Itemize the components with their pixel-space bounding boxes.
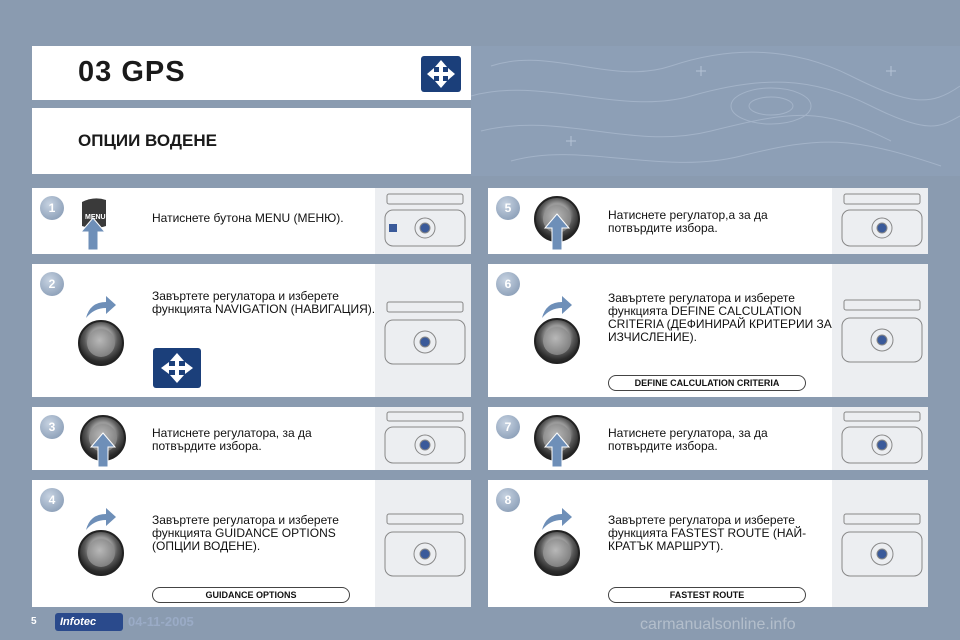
step-card-3 (32, 407, 471, 470)
step-number: 7 (496, 415, 520, 439)
rotary-knob (534, 318, 580, 364)
radio-panel-icon (375, 264, 471, 397)
step-text: Натиснете регулатора, за да потвърдите избора. (608, 426, 768, 453)
step-card-6 (488, 264, 928, 397)
step-number: 8 (496, 488, 520, 512)
menu-button-label: MENU (85, 214, 106, 221)
radio-panel-icon (375, 407, 471, 470)
step-number: 3 (40, 415, 64, 439)
press-arrow-icon (88, 431, 118, 474)
step-number: 6 (496, 272, 520, 296)
step-card-7 (488, 407, 928, 470)
infotec-logo: Infotec (55, 613, 123, 631)
step-number: 5 (496, 196, 520, 220)
radio-panel-icon (832, 264, 928, 397)
page-number: 5 (31, 616, 37, 627)
step-number: 2 (40, 272, 64, 296)
menu-option-pill: FASTEST ROUTE (608, 587, 806, 603)
rotary-knob (78, 530, 124, 576)
step-card-4 (32, 480, 471, 607)
menu-option-pill: GUIDANCE OPTIONS (152, 587, 350, 603)
step-text: Завъртете регулатора и изберете функцията GUIDANCE OPTIONS (ОПЦИИ ВОДЕНЕ). (152, 513, 339, 553)
navigation-arrows-icon (153, 348, 201, 393)
press-arrow-icon (542, 212, 572, 257)
radio-panel-icon (832, 480, 928, 607)
step-text: Натиснете бутона MENU (МЕНЮ). (152, 211, 344, 225)
rotary-knob (534, 530, 580, 576)
step-text: Натиснете регулатора, за да потвърдите избора. (152, 426, 312, 453)
watermark: carmanualsonline.info (640, 616, 796, 633)
step-card-1 (32, 188, 471, 254)
step-text: Завъртете регулатора и изберете функцията DEFINE CALCULATION CRITERIA (ДЕФИНИРАЙ КРИТЕРИИ ЗА ИЗЧИСЛЕНИЕ). (608, 291, 832, 344)
radio-panel-icon (375, 480, 471, 607)
menu-option-pill: DEFINE CALCULATION CRITERIA (608, 375, 806, 391)
step-text: Завъртете регулатора и изберете функцията FASTEST ROUTE (НАЙ-КРАТЪК МАРШРУТ). (608, 513, 807, 553)
press-arrow-icon (542, 431, 572, 474)
step-card-2 (32, 264, 471, 397)
header-map-background (471, 46, 960, 176)
document-date: 04-11-2005 (128, 614, 194, 629)
page-title: 03 GPS (78, 56, 186, 88)
step-number: 1 (40, 196, 64, 220)
radio-panel-icon (832, 407, 928, 470)
step-card-8 (488, 480, 928, 607)
radio-panel-icon (832, 188, 928, 254)
rotary-knob (78, 320, 124, 366)
step-number: 4 (40, 488, 64, 512)
step-card-5 (488, 188, 928, 254)
step-text: Натиснете регулатор,а за да потвърдите избора. (608, 208, 768, 235)
step-text: Завъртете регулатора и изберете функцията NAVIGATION (НАВИГАЦИЯ). (152, 289, 376, 316)
radio-panel-icon (375, 188, 471, 254)
section-subtitle: ОПЦИИ ВОДЕНЕ (78, 131, 217, 150)
press-arrow-icon (78, 216, 108, 257)
navigation-arrows-icon (421, 56, 461, 92)
